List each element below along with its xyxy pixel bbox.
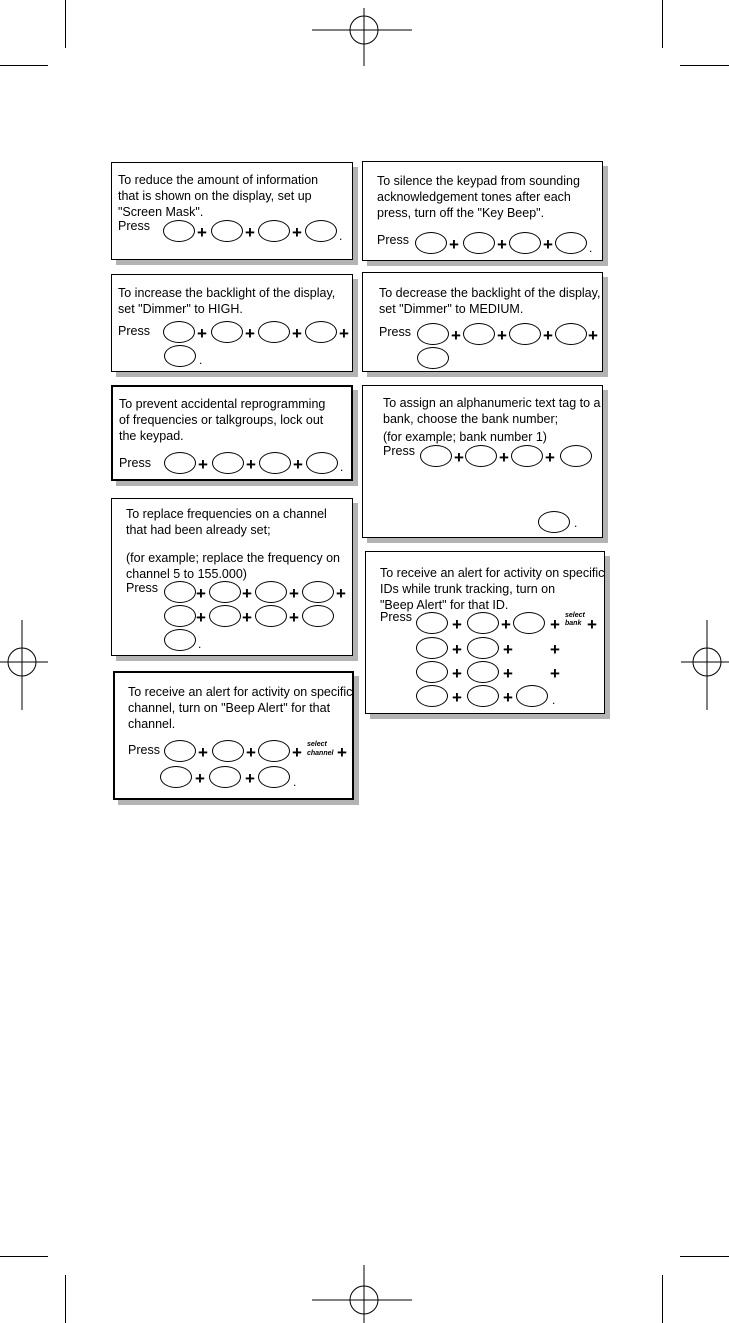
plus-sign: + xyxy=(242,608,252,627)
plus-sign: + xyxy=(550,615,560,634)
card-lock-keypad xyxy=(111,385,353,481)
plus-sign: + xyxy=(501,615,511,634)
key-placeholder xyxy=(467,612,499,634)
key-placeholder xyxy=(258,766,290,788)
instruction-line: of frequencies or talkgroups, lock out xyxy=(119,413,324,427)
plus-sign: + xyxy=(336,584,346,603)
press-label: Press xyxy=(380,610,412,624)
plus-sign: + xyxy=(497,326,507,345)
press-label: Press xyxy=(383,444,415,458)
key-placeholder xyxy=(463,232,495,254)
plus-sign: + xyxy=(503,688,513,707)
key-placeholder xyxy=(417,323,449,345)
plus-sign: + xyxy=(550,640,560,659)
crop-mark xyxy=(0,1256,48,1257)
plus-sign: + xyxy=(289,584,299,603)
key-placeholder xyxy=(258,740,290,762)
card-text-tag xyxy=(362,385,603,538)
plus-sign: + xyxy=(245,223,255,242)
instruction-line: that had been already set; xyxy=(126,523,271,537)
plus-sign: + xyxy=(293,455,303,474)
plus-sign: + xyxy=(497,235,507,254)
key-placeholder xyxy=(555,323,587,345)
instruction-line: To replace frequencies on a channel xyxy=(126,507,327,521)
instruction-line: acknowledgement tones after each xyxy=(377,190,571,204)
key-placeholder xyxy=(463,323,495,345)
key-placeholder xyxy=(465,445,497,467)
press-label: Press xyxy=(118,324,150,338)
card-dimmer-high xyxy=(111,274,353,372)
key-placeholder xyxy=(509,232,541,254)
press-label: Press xyxy=(119,456,151,470)
instruction-line: To increase the backlight of the display, xyxy=(118,286,336,300)
plus-sign: + xyxy=(246,743,256,762)
plus-sign: + xyxy=(197,223,207,242)
key-placeholder xyxy=(209,581,241,603)
card-screen-mask xyxy=(111,162,353,260)
select-bank-label: bank xyxy=(565,620,582,627)
key-placeholder xyxy=(306,452,338,474)
plus-sign: + xyxy=(292,223,302,242)
key-placeholder xyxy=(258,220,290,242)
plus-sign: + xyxy=(454,448,464,467)
plus-sign: + xyxy=(452,640,462,659)
key-placeholder xyxy=(467,637,499,659)
key-placeholder xyxy=(467,685,499,707)
plus-sign: + xyxy=(198,743,208,762)
key-placeholder xyxy=(555,232,587,254)
example-text: (for example; replace the frequency on xyxy=(126,551,341,565)
instruction-line: bank, choose the bank number; xyxy=(383,412,559,426)
crop-mark xyxy=(0,65,48,66)
period: . xyxy=(293,775,297,789)
plus-sign: + xyxy=(452,688,462,707)
instruction-line: the keypad. xyxy=(119,429,184,443)
plus-sign: + xyxy=(292,743,302,762)
key-placeholder xyxy=(258,321,290,343)
period: . xyxy=(199,353,203,367)
plus-sign: + xyxy=(196,584,206,603)
instruction-line: channel, turn on "Beep Alert" for that xyxy=(128,701,331,715)
card-beep-alert-id xyxy=(365,551,605,714)
plus-sign: + xyxy=(449,235,459,254)
instruction-line: that is shown on the display, set up xyxy=(118,189,312,203)
press-label: Press xyxy=(379,325,411,339)
plus-sign: + xyxy=(245,769,255,788)
card-key-beep xyxy=(362,161,603,261)
plus-sign: + xyxy=(452,664,462,683)
instruction-line: To receive an alert for activity on specific xyxy=(380,566,605,580)
plus-sign: + xyxy=(545,448,555,467)
key-placeholder xyxy=(538,511,570,533)
key-placeholder xyxy=(164,740,196,762)
crop-mark xyxy=(680,1256,729,1257)
key-placeholder xyxy=(164,629,196,651)
crop-mark xyxy=(662,1275,663,1323)
instruction-line: IDs while trunk tracking, turn on xyxy=(380,582,556,596)
plus-sign: + xyxy=(543,326,553,345)
instruction-line: To prevent accidental reprogramming xyxy=(119,397,326,411)
key-placeholder xyxy=(305,321,337,343)
key-placeholder xyxy=(212,740,244,762)
instruction-line: To receive an alert for activity on specific xyxy=(128,685,353,699)
key-placeholder xyxy=(416,685,448,707)
instruction-line: To silence the keypad from sounding xyxy=(377,174,580,188)
select-channel-label: select xyxy=(307,741,327,748)
plus-sign: + xyxy=(292,324,302,343)
key-placeholder xyxy=(164,452,196,474)
key-placeholder xyxy=(417,347,449,369)
plus-sign: + xyxy=(245,324,255,343)
instruction-line: "Screen Mask". xyxy=(118,205,204,219)
instruction-line: channel. xyxy=(128,717,176,731)
key-placeholder xyxy=(416,661,448,683)
plus-sign: + xyxy=(503,664,513,683)
registration-mark-icon xyxy=(681,620,729,710)
press-label: Press xyxy=(126,581,158,595)
plus-sign: + xyxy=(197,324,207,343)
press-label: Press xyxy=(118,219,150,233)
instruction-line: "Beep Alert" for that ID. xyxy=(380,598,509,612)
crop-mark xyxy=(65,0,66,48)
plus-sign: + xyxy=(451,326,461,345)
key-placeholder xyxy=(211,321,243,343)
card-replace-frequency xyxy=(111,498,353,656)
key-placeholder xyxy=(255,605,287,627)
select-bank-label: select xyxy=(565,612,585,619)
key-placeholder xyxy=(302,605,334,627)
key-placeholder xyxy=(164,605,196,627)
instruction-line: To decrease the backlight of the display, xyxy=(379,286,601,300)
key-placeholder xyxy=(467,661,499,683)
period: . xyxy=(589,241,593,255)
key-placeholder xyxy=(163,220,195,242)
key-placeholder xyxy=(164,581,196,603)
example-text: (for example; bank number 1) xyxy=(383,430,547,444)
key-placeholder xyxy=(420,445,452,467)
key-placeholder xyxy=(516,685,548,707)
crop-mark xyxy=(680,65,729,66)
period: . xyxy=(340,460,344,474)
plus-sign: + xyxy=(198,455,208,474)
key-placeholder xyxy=(415,232,447,254)
plus-sign: + xyxy=(242,584,252,603)
plus-sign: + xyxy=(196,608,206,627)
press-label: Press xyxy=(377,233,409,247)
period: . xyxy=(339,229,343,243)
example-text: channel 5 to 155.000) xyxy=(126,567,247,581)
key-placeholder xyxy=(305,220,337,242)
plus-sign: + xyxy=(339,324,349,343)
plus-sign: + xyxy=(499,448,509,467)
instruction-line: set "Dimmer" to HIGH. xyxy=(118,302,243,316)
key-placeholder xyxy=(302,581,334,603)
key-placeholder xyxy=(211,220,243,242)
instruction-line: press, turn off the "Key Beep". xyxy=(377,206,545,220)
plus-sign: + xyxy=(550,664,560,683)
crop-mark xyxy=(662,0,663,48)
key-placeholder xyxy=(209,605,241,627)
instruction-line: set "Dimmer" to MEDIUM. xyxy=(379,302,524,316)
key-placeholder xyxy=(259,452,291,474)
plus-sign: + xyxy=(337,743,347,762)
key-placeholder xyxy=(164,345,196,367)
plus-sign: + xyxy=(543,235,553,254)
period: . xyxy=(198,637,202,651)
card-dimmer-medium xyxy=(362,272,603,372)
crop-mark xyxy=(65,1275,66,1323)
plus-sign: + xyxy=(587,615,597,634)
registration-mark-icon xyxy=(0,620,48,710)
card-beep-alert-channel xyxy=(113,671,354,800)
press-label: Press xyxy=(128,743,160,757)
key-placeholder xyxy=(509,323,541,345)
key-placeholder xyxy=(255,581,287,603)
plus-sign: + xyxy=(588,326,598,345)
key-placeholder xyxy=(513,612,545,634)
plus-sign: + xyxy=(246,455,256,474)
period: . xyxy=(574,516,578,530)
registration-mark-icon xyxy=(312,8,412,68)
key-placeholder xyxy=(212,452,244,474)
plus-sign: + xyxy=(195,769,205,788)
plus-sign: + xyxy=(289,608,299,627)
key-placeholder xyxy=(163,321,195,343)
key-placeholder xyxy=(560,445,592,467)
select-channel-label: channel xyxy=(307,750,334,757)
registration-mark-icon xyxy=(312,1265,412,1323)
key-placeholder xyxy=(511,445,543,467)
key-placeholder xyxy=(416,637,448,659)
instruction-line: To assign an alphanumeric text tag to a xyxy=(383,396,601,410)
key-placeholder xyxy=(160,766,192,788)
plus-sign: + xyxy=(503,640,513,659)
key-placeholder xyxy=(416,612,448,634)
instruction-line: To reduce the amount of information xyxy=(118,173,319,187)
period: . xyxy=(552,693,556,707)
key-placeholder xyxy=(209,766,241,788)
plus-sign: + xyxy=(452,615,462,634)
